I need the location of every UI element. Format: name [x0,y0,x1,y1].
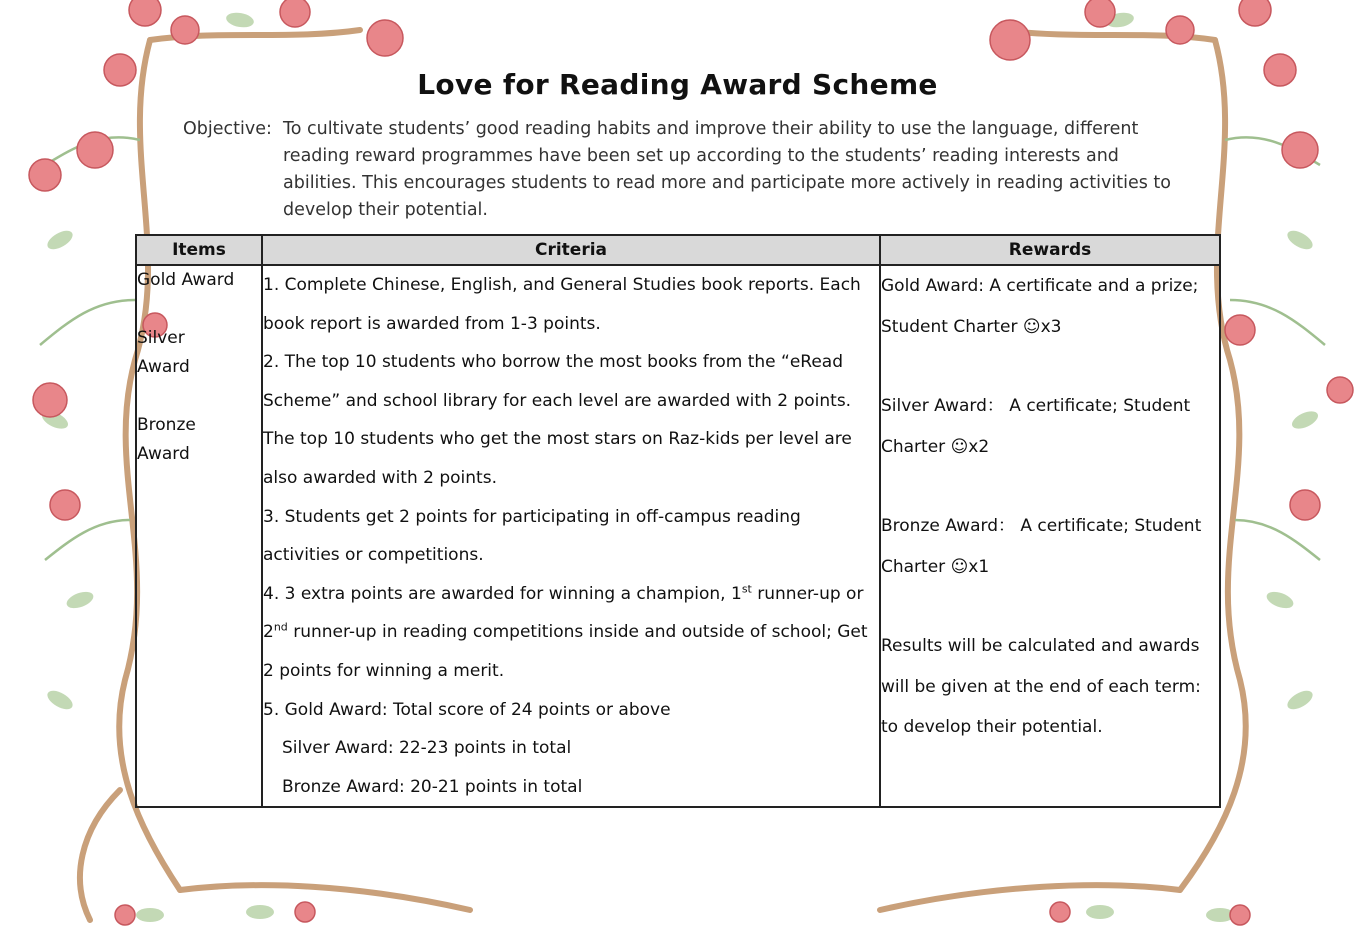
item-bronze-award: Bronze Award [137,415,196,464]
criterion-5: 5. Gold Award: Total score of 24 points or above [263,699,671,720]
criterion-4-sup-st: st [741,582,752,596]
reward-silver: Silver Award： A certificate; Student Charter ☺x2 [881,396,1191,457]
page-title: Love for Reading Award Scheme [417,68,938,101]
reward-gold: Gold Award: A certificate and a prize; Student Charter ☺x3 [881,276,1199,337]
criterion-2: 2. The top 10 students who borrow the most books from the “eRead Scheme” and school library for each level are awarded with 2 points. The top 10 students who get the most stars on Raz-kids per level are also awarded with 2 points. [263,352,852,488]
header-criteria: Criteria [262,235,880,265]
criterion-4 [263,575,879,691]
item-gold-award: Gold Award [137,270,235,290]
criterion-1: 1. Complete Chinese, English, and General Studies book reports. Each book report is awarded from 1-3 points. [263,275,861,334]
reward-bronze: Bronze Award： A certificate; Student Charter ☺x1 [881,516,1202,577]
objective-text: To cultivate students’ good reading habits and improve their ability to use the language, different reading reward programmes have been set up according to the students’ reading interests and abilities. This encourages students to read more and participate more actively in reading activities to develop their potential. [283,119,1171,220]
table-row [136,265,1220,807]
header-items: Items [136,235,262,265]
objective-paragraph [183,116,1173,224]
table-header-row [136,235,1220,265]
objective-label: Objective: [183,119,272,139]
criterion-5-bronze: Bronze Award: 20-21 points in total [282,776,583,797]
criterion-3: 3. Students get 2 points for participating in off-campus reading activities or competitions. [263,506,801,566]
criterion-4-part-c: runner-up in reading competitions inside and outside of school; Get 2 points for winning a merit. [263,622,868,681]
rewards-cell [880,265,1220,807]
award-scheme-table [135,234,1221,808]
reward-note: Results will be calculated and awards will be given at the end of each term: to develop their potential. [881,636,1201,737]
criterion-5-silver: Silver Award: 22-23 points in total [282,738,572,759]
criterion-4-sup-nd: nd [273,620,288,634]
item-silver-award: Silver Award [137,328,190,377]
criterion-4-part-a: 4. 3 extra points are awarded for winning a champion, 1 [263,583,742,604]
header-rewards: Rewards [880,235,1220,265]
criterion-4-part-b: runner-up or 2 [263,583,864,643]
items-cell [136,265,262,807]
criteria-cell [262,265,880,807]
